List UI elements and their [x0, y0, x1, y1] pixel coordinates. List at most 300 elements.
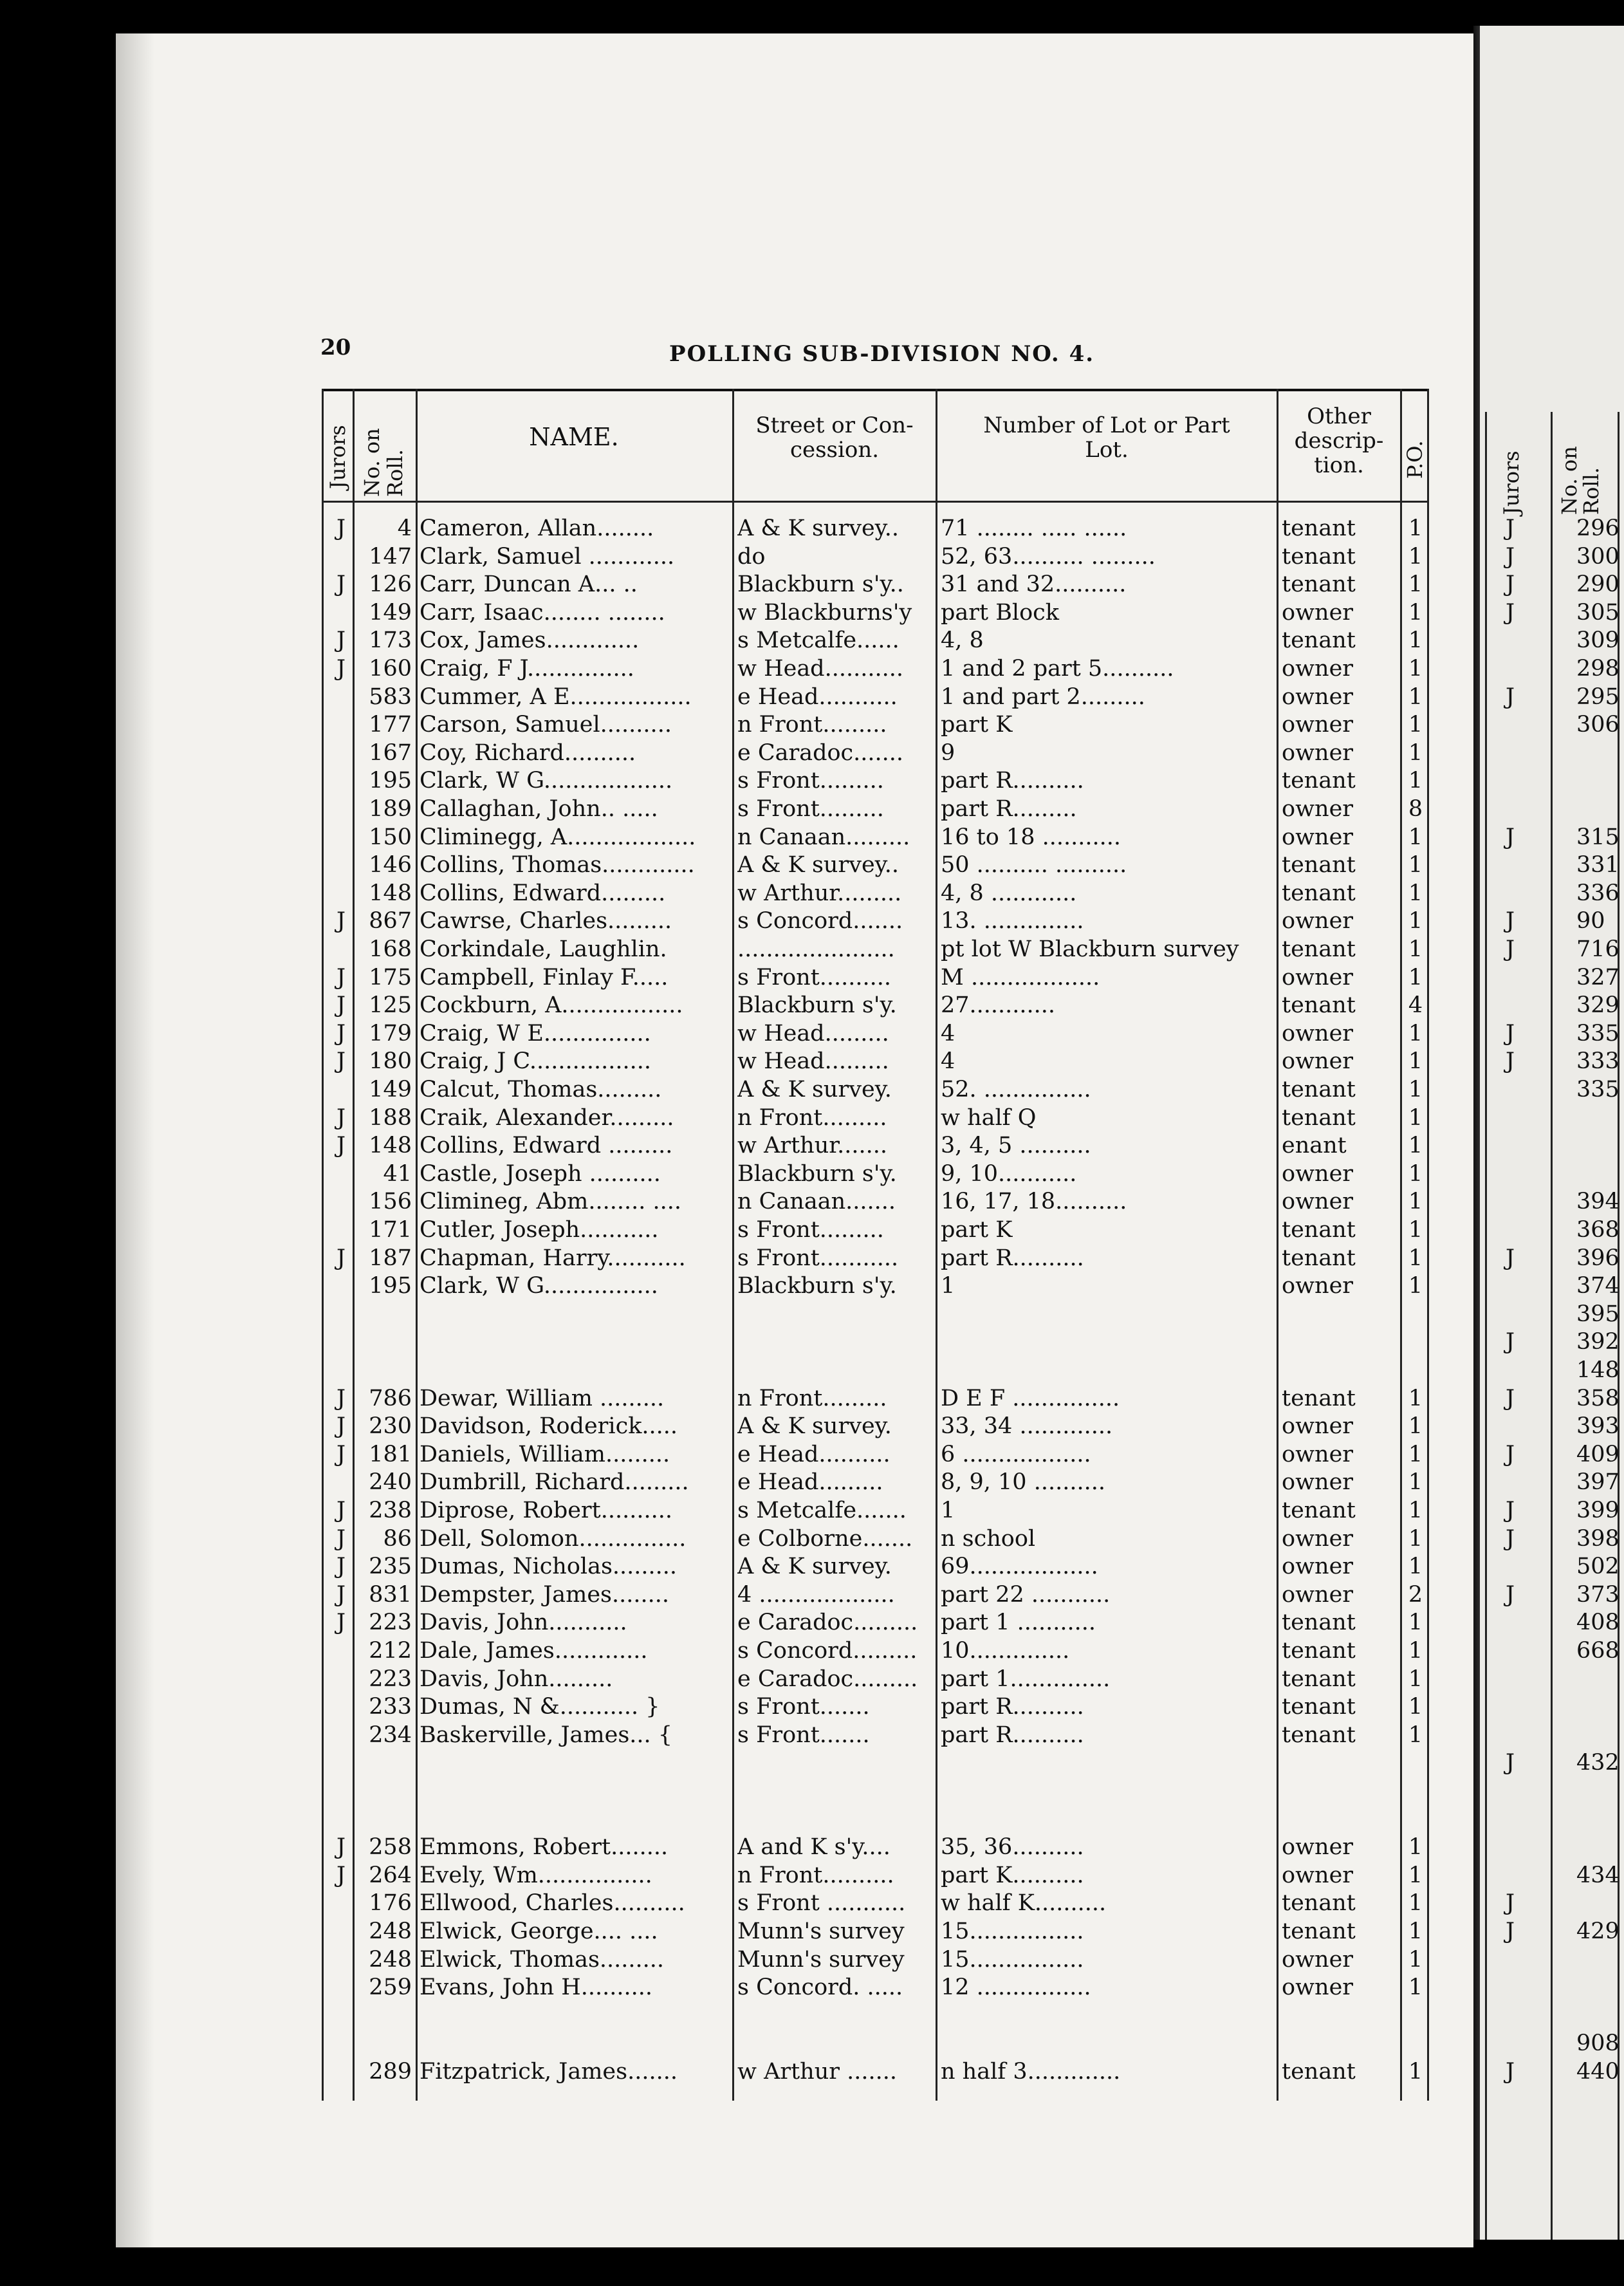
other-description: owner — [1282, 599, 1354, 626]
header-rule — [322, 501, 1428, 503]
street-concession: n Front......... — [737, 1385, 887, 1411]
post-office: 1 — [1408, 1946, 1423, 1973]
post-office: 1 — [1408, 1217, 1423, 1243]
lot-header — [939, 413, 1274, 462]
voter-name: Campbell, Finlay F..... — [420, 964, 669, 990]
roll-number: 238 — [369, 1498, 412, 1523]
column-rule — [1277, 389, 1278, 2101]
juror-mark: J — [336, 1020, 346, 1046]
po-header: P.O. — [1403, 440, 1427, 479]
post-office: 1 — [1408, 543, 1423, 570]
roll-number: 149 — [369, 1077, 412, 1102]
juror-mark: J — [336, 1581, 346, 1608]
lot-number: part 1.............. — [941, 1666, 1111, 1692]
street-concession: e Head......... — [737, 1469, 883, 1496]
facing-juror-mark: J — [1506, 1525, 1515, 1552]
post-office: 1 — [1408, 1133, 1423, 1159]
post-office: 1 — [1408, 1245, 1423, 1271]
other-description: tenant — [1282, 1104, 1356, 1131]
voter-name: Davis, John......... — [420, 1666, 613, 1692]
street-concession: w Arthur ....... — [737, 2059, 897, 2085]
facing-roll-number: 668 — [1576, 1638, 1619, 1664]
facing-juror-mark: J — [1506, 1385, 1515, 1411]
roll-number: 171 — [369, 1217, 412, 1243]
street-concession: s Front......... — [737, 796, 884, 822]
voter-name: Daniels, William......... — [420, 1441, 670, 1467]
post-office: 1 — [1408, 852, 1423, 878]
other-description: owner — [1282, 964, 1354, 990]
street-concession: n Canaan......... — [737, 824, 910, 850]
voter-name: Carson, Samuel.......... — [420, 712, 672, 738]
street-concession: Munn's survey — [737, 1919, 905, 1944]
lot-number: part R.......... — [941, 1694, 1084, 1720]
roll-number: 234 — [369, 1722, 412, 1748]
voter-name: Cummer, A E................. — [420, 683, 692, 710]
roll-number: 786 — [369, 1385, 412, 1411]
street-header-line2: cession. — [789, 437, 880, 463]
juror-mark: J — [336, 1498, 346, 1523]
post-office: 1 — [1408, 1441, 1423, 1467]
voter-name: Cockburn, A................. — [420, 992, 683, 1019]
lot-header-line2: Lot. — [1085, 437, 1129, 463]
roll-number: 583 — [369, 683, 412, 710]
street-concession: do — [737, 543, 766, 570]
roll-number: 125 — [369, 992, 412, 1019]
lot-number: 16 to 18 ........... — [941, 824, 1121, 850]
lot-number: 69.................. — [941, 1554, 1098, 1580]
facing-roll-number: 333 — [1576, 1048, 1619, 1075]
street-concession: Munn's survey — [737, 1946, 905, 1973]
facing-juror-mark: J — [1506, 1048, 1515, 1075]
voter-name: Cameron, Allan........ — [420, 516, 654, 541]
roll-number: 230 — [369, 1413, 412, 1440]
facing-roll-number: 315 — [1576, 824, 1619, 850]
juror-mark: J — [336, 1834, 346, 1861]
juror-mark: J — [336, 1385, 346, 1411]
street-concession: ...................... — [737, 936, 895, 962]
other-description: tenant — [1282, 1638, 1356, 1664]
lot-number: 9 — [941, 739, 955, 766]
facing-juror-mark: J — [1506, 2059, 1515, 2085]
juror-mark: J — [336, 1048, 346, 1075]
facing-roll-number: 716 — [1576, 936, 1619, 962]
facing-roll-number: 306 — [1576, 712, 1619, 738]
street-concession: n Front.......... — [737, 1862, 894, 1888]
other-description: tenant — [1282, 627, 1356, 654]
facing-roll-number: 368 — [1576, 1217, 1619, 1243]
voter-name: Evans, John H.......... — [420, 1975, 653, 2001]
roll-number: 248 — [369, 1946, 412, 1973]
street-concession: s Front......... — [737, 1217, 884, 1243]
voter-name: Carr, Duncan A... .. — [420, 572, 638, 598]
other-description: tenant — [1282, 1890, 1356, 1917]
street-concession: e Head.......... — [737, 1441, 890, 1467]
roll-number: 195 — [369, 1273, 412, 1299]
roll-number: 160 — [369, 656, 412, 682]
street-concession: A & K survey.. — [737, 516, 900, 541]
post-office: 1 — [1408, 1890, 1423, 1917]
roll-number: 289 — [369, 2059, 412, 2085]
description-header-line2: descrip- — [1294, 428, 1384, 454]
street-concession: e Colborne....... — [737, 1525, 913, 1552]
roll-number: 4 — [397, 516, 412, 541]
voter-name: Craig, J C................. — [420, 1048, 652, 1075]
juror-mark: J — [336, 656, 346, 682]
facing-roll-number: 395 — [1576, 1301, 1619, 1327]
lot-number: 1 — [941, 1273, 955, 1299]
lot-number: part R.......... — [941, 1245, 1084, 1271]
facing-roll-number: 908 — [1576, 2030, 1619, 2057]
post-office: 1 — [1408, 824, 1423, 850]
street-concession: s Front....... — [737, 1722, 870, 1748]
lot-number: part R.......... — [941, 768, 1084, 794]
street-concession: Blackburn s'y. — [737, 1273, 897, 1299]
column-rule — [416, 389, 418, 2101]
voter-name: Collins, Thomas............. — [420, 852, 695, 878]
post-office: 1 — [1408, 880, 1423, 906]
column-rule — [936, 389, 937, 2101]
voter-name: Collins, Edward......... — [420, 880, 666, 906]
column-rule — [322, 389, 324, 2101]
lot-number: 71 ........ ..... ...... — [941, 516, 1127, 541]
lot-number: 13. .............. — [941, 908, 1084, 934]
lot-number: 1 and part 2......... — [941, 683, 1145, 710]
facing-roll-number: 148 — [1576, 1357, 1619, 1383]
lot-number: M .................. — [941, 964, 1100, 990]
facing-juror-mark: J — [1506, 1245, 1515, 1271]
street-concession: s Front....... — [737, 1694, 870, 1720]
juror-mark: J — [336, 1413, 346, 1440]
other-description: tenant — [1282, 1722, 1356, 1748]
facing-roll-number: 409 — [1576, 1441, 1619, 1467]
post-office: 1 — [1408, 1834, 1423, 1861]
facing-roll-number: 329 — [1576, 992, 1619, 1019]
post-office: 1 — [1408, 712, 1423, 738]
roll-number: 179 — [369, 1020, 412, 1046]
facing-roll-number: 300 — [1576, 543, 1619, 570]
voter-name: Dell, Solomon............... — [420, 1525, 687, 1552]
name-header: NAME. — [529, 423, 619, 451]
roll-number: 235 — [369, 1554, 412, 1580]
facing-roll-number: 429 — [1576, 1919, 1619, 1944]
roll-number: 177 — [369, 712, 412, 738]
lot-number: part R......... — [941, 796, 1077, 822]
roll-number: 187 — [369, 1245, 412, 1271]
description-header-line3: tion. — [1314, 452, 1364, 478]
post-office: 1 — [1408, 1273, 1423, 1299]
other-description: owner — [1282, 1048, 1354, 1075]
roll-number: 173 — [369, 627, 412, 654]
street-concession: e Caradoc......... — [737, 1610, 918, 1636]
lot-number: 1 and 2 part 5.......... — [941, 656, 1174, 682]
facing-roll-number: 309 — [1576, 627, 1619, 654]
roll-number: 168 — [369, 936, 412, 962]
other-description: owner — [1282, 1441, 1354, 1467]
other-description: owner — [1282, 739, 1354, 766]
street-concession: s Concord. ..... — [737, 1975, 903, 2001]
facing-roll-number: 434 — [1576, 1862, 1619, 1888]
street-concession: Blackburn s'y. — [737, 992, 897, 1019]
other-description: enant — [1282, 1133, 1347, 1159]
juror-mark: J — [336, 1133, 346, 1159]
facing-roll-number: 296 — [1576, 516, 1619, 541]
other-description: owner — [1282, 908, 1354, 934]
lot-number: pt lot W Blackburn survey — [941, 936, 1239, 962]
other-description: owner — [1282, 712, 1354, 738]
roll-number: 212 — [369, 1638, 412, 1664]
street-concession: s Front........... — [737, 1245, 899, 1271]
roll-header: No. on Roll. — [360, 428, 407, 497]
voter-name: Evely, Wm................ — [420, 1862, 652, 1888]
other-description: owner — [1282, 1020, 1354, 1046]
juror-mark: J — [336, 964, 346, 990]
lot-number: 31 and 32.......... — [941, 572, 1127, 598]
page-edge-shadow — [116, 33, 154, 2247]
other-description: owner — [1282, 1525, 1354, 1552]
facing-juror-mark: J — [1506, 1750, 1515, 1776]
street-concession: A & K survey. — [737, 1554, 892, 1580]
jurors-header: Jurors — [326, 425, 350, 489]
voter-name: Coy, Richard.......... — [420, 739, 636, 766]
lot-number: w half Q — [941, 1104, 1037, 1131]
facing-juror-mark: J — [1506, 1020, 1515, 1046]
voter-name: Clark, W G.................. — [420, 768, 673, 794]
lot-number: 4, 8 — [941, 627, 984, 654]
roll-number: 41 — [383, 1160, 412, 1187]
other-description: tenant — [1282, 543, 1356, 570]
roll-number: 146 — [369, 852, 412, 878]
street-concession: s Front.......... — [737, 964, 892, 990]
voter-name: Davis, John........... — [420, 1610, 627, 1636]
facing-roll-number: 373 — [1576, 1581, 1619, 1608]
post-office: 1 — [1408, 599, 1423, 626]
facing-juror-mark: J — [1506, 543, 1515, 570]
other-description: tenant — [1282, 880, 1356, 906]
facing-roll-number: 394 — [1576, 1189, 1619, 1215]
lot-number: 9, 10........... — [941, 1160, 1077, 1187]
street-concession: s Front......... — [737, 768, 884, 794]
post-office: 1 — [1408, 1385, 1423, 1411]
roll-number: 223 — [369, 1666, 412, 1692]
other-description: owner — [1282, 1189, 1354, 1215]
roll-number: 148 — [369, 880, 412, 906]
facing-roll-number: 331 — [1576, 852, 1619, 878]
voter-name: Emmons, Robert........ — [420, 1834, 669, 1861]
juror-mark: J — [336, 1862, 346, 1888]
facing-roll-number: 290 — [1576, 572, 1619, 598]
facing-roll-number: 327 — [1576, 964, 1619, 990]
juror-mark: J — [336, 627, 346, 654]
roll-number: 867 — [369, 908, 412, 934]
other-description: tenant — [1282, 992, 1356, 1019]
voter-name: Cox, James............. — [420, 627, 640, 654]
juror-mark: J — [336, 516, 346, 541]
street-concession: w Head......... — [737, 1020, 889, 1046]
facing-juror-mark: J — [1506, 1329, 1515, 1355]
lot-number: D E F ............... — [941, 1385, 1120, 1411]
voter-name: Dumas, N &........... } — [420, 1694, 660, 1720]
other-description: owner — [1282, 1834, 1354, 1861]
post-office: 1 — [1408, 1862, 1423, 1888]
lot-number: 35, 36.......... — [941, 1834, 1084, 1861]
street-concession: 4 ................... — [737, 1581, 895, 1608]
lot-number: 1 — [941, 1498, 955, 1523]
juror-mark: J — [336, 1554, 346, 1580]
street-concession: n Front......... — [737, 1104, 887, 1131]
voter-name: Climineg, Abm........ .... — [420, 1189, 681, 1215]
juror-mark: J — [336, 1525, 346, 1552]
roll-number: 189 — [369, 796, 412, 822]
street-concession: w Arthur......... — [737, 880, 902, 906]
lot-number: 6 .................. — [941, 1441, 1091, 1467]
post-office: 1 — [1408, 1048, 1423, 1075]
roll-number: 147 — [369, 543, 412, 570]
other-description: owner — [1282, 1273, 1354, 1299]
voter-name: Castle, Joseph .......... — [420, 1160, 661, 1187]
description-header-line1: Other — [1307, 404, 1371, 429]
facing-juror-mark: J — [1506, 824, 1515, 850]
post-office: 1 — [1408, 1722, 1423, 1748]
post-office: 1 — [1408, 1077, 1423, 1102]
page-number: 20 — [320, 335, 351, 360]
voter-name: Craig, F J............... — [420, 656, 634, 682]
roll-number: 126 — [369, 572, 412, 598]
facing-roll-number: 392 — [1576, 1329, 1619, 1355]
roll-number: 223 — [369, 1610, 412, 1636]
other-description: owner — [1282, 1581, 1354, 1608]
post-office: 1 — [1408, 516, 1423, 541]
other-description: owner — [1282, 1862, 1354, 1888]
voter-name: Fitzpatrick, James....... — [420, 2059, 678, 2085]
lot-number: part R.......... — [941, 1722, 1084, 1748]
street-header — [735, 413, 934, 462]
facing-roll-header: No. on Roll. — [1557, 446, 1603, 515]
lot-number: part K — [941, 1217, 1013, 1243]
roll-number: 264 — [369, 1862, 412, 1888]
lot-number: 15................ — [941, 1946, 1084, 1973]
facing-roll-number: 408 — [1576, 1610, 1619, 1636]
voter-name: Corkindale, Laughlin. — [420, 936, 667, 962]
lot-number: 52. ............... — [941, 1077, 1091, 1102]
roll-number: 258 — [369, 1834, 412, 1861]
roll-number: 176 — [369, 1890, 412, 1917]
roll-number: 195 — [369, 768, 412, 794]
facing-roll-number: 90 — [1576, 908, 1605, 934]
street-concession: n Front......... — [737, 712, 887, 738]
post-office: 1 — [1408, 964, 1423, 990]
other-description: owner — [1282, 656, 1354, 682]
other-description: tenant — [1282, 572, 1356, 598]
facing-page — [1480, 26, 1624, 2240]
other-description: tenant — [1282, 516, 1356, 541]
facing-roll-number: 335 — [1576, 1020, 1619, 1046]
other-description: owner — [1282, 1975, 1354, 2001]
facing-juror-mark: J — [1506, 572, 1515, 598]
street-concession: s Front ........... — [737, 1890, 906, 1917]
other-description: tenant — [1282, 1610, 1356, 1636]
juror-mark: J — [336, 1441, 346, 1467]
street-concession: A & K survey. — [737, 1413, 892, 1440]
post-office: 1 — [1408, 683, 1423, 710]
post-office: 8 — [1408, 796, 1423, 822]
voter-name: Dumas, Nicholas......... — [420, 1554, 678, 1580]
lot-number: 12 ................ — [941, 1975, 1091, 2001]
description-header — [1279, 404, 1399, 478]
lot-number: part 1 ........... — [941, 1610, 1096, 1636]
street-header-line1: Street or Con- — [755, 413, 914, 438]
facing-roll-number: 440 — [1576, 2059, 1619, 2085]
juror-mark: J — [336, 1104, 346, 1131]
facing-page-rule — [1485, 412, 1487, 2240]
roll-number: 188 — [369, 1104, 412, 1131]
facing-juror-mark: J — [1506, 1919, 1515, 1944]
street-concession: Blackburn s'y.. — [737, 572, 904, 598]
street-concession: w Arthur....... — [737, 1133, 888, 1159]
voter-name: Craig, W E............... — [420, 1020, 651, 1046]
other-description: tenant — [1282, 1077, 1356, 1102]
other-description: tenant — [1282, 852, 1356, 878]
other-description: owner — [1282, 1160, 1354, 1187]
voter-name: Dempster, James........ — [420, 1581, 670, 1608]
street-concession: e Caradoc......... — [737, 1666, 918, 1692]
facing-roll-number: 396 — [1576, 1245, 1619, 1271]
facing-roll-number: 397 — [1576, 1469, 1619, 1496]
other-description: tenant — [1282, 936, 1356, 962]
voter-name: Elwick, Thomas......... — [420, 1946, 665, 1973]
voter-name: Diprose, Robert.......... — [420, 1498, 672, 1523]
top-rule — [322, 389, 1428, 391]
voter-name: Ellwood, Charles.......... — [420, 1890, 685, 1917]
facing-jurors-header: Jurors — [1499, 451, 1524, 515]
voter-name: Dewar, William ......... — [420, 1385, 665, 1411]
roll-number: 831 — [369, 1581, 412, 1608]
roll-number: 180 — [369, 1048, 412, 1075]
post-office: 1 — [1408, 1469, 1423, 1496]
lot-number: 4 — [941, 1048, 955, 1075]
juror-mark: J — [336, 1610, 346, 1636]
juror-mark: J — [336, 992, 346, 1019]
facing-juror-mark: J — [1506, 683, 1515, 710]
facing-juror-mark: J — [1506, 1581, 1515, 1608]
roll-number: 150 — [369, 824, 412, 850]
street-concession: s Concord....... — [737, 908, 903, 934]
lot-number: 52, 63.......... ......... — [941, 543, 1156, 570]
lot-number: 50 .......... .......... — [941, 852, 1127, 878]
post-office: 1 — [1408, 936, 1423, 962]
page-title: POLLING SUB-DIVISION NO. 4. — [669, 341, 1095, 367]
facing-juror-mark: J — [1506, 1890, 1515, 1917]
column-rule — [732, 389, 734, 2101]
other-description: tenant — [1282, 1385, 1356, 1411]
street-concession: w Head........... — [737, 656, 903, 682]
lot-number: part K.......... — [941, 1862, 1084, 1888]
post-office: 1 — [1408, 1189, 1423, 1215]
post-office: 1 — [1408, 1919, 1423, 1944]
voter-name: Dumbrill, Richard......... — [420, 1469, 689, 1496]
voter-name: Clark, Samuel ............ — [420, 543, 675, 570]
facing-roll-number: 335 — [1576, 1077, 1619, 1102]
other-description: owner — [1282, 683, 1354, 710]
facing-roll-number: 295 — [1576, 683, 1619, 710]
lot-number: n half 3............. — [941, 2059, 1121, 2085]
facing-roll-number: 399 — [1576, 1498, 1619, 1523]
post-office: 1 — [1408, 1020, 1423, 1046]
street-concession: s Concord......... — [737, 1638, 918, 1664]
other-description: tenant — [1282, 2059, 1356, 2085]
voter-name: Dale, James............. — [420, 1638, 648, 1664]
post-office: 1 — [1408, 1694, 1423, 1720]
facing-roll-number: 298 — [1576, 656, 1619, 682]
